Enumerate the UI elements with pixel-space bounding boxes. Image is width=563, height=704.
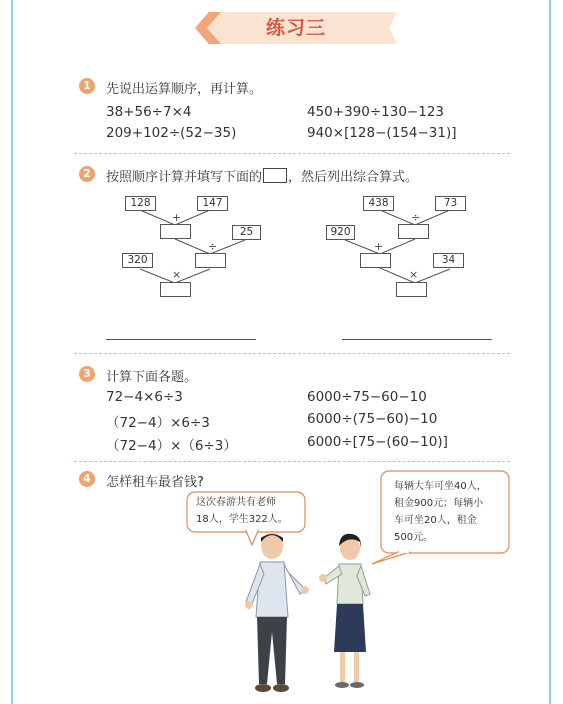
bubble-line: 每辆大车可坐40人， bbox=[394, 481, 487, 492]
question-number-4: 4 bbox=[79, 471, 95, 487]
right-tree-number-3: 920 bbox=[326, 225, 355, 240]
left-tree-number-3: 25 bbox=[232, 225, 261, 240]
bubble-line: 这次春游共有老师 bbox=[196, 497, 276, 508]
left-tree-lines bbox=[120, 195, 280, 305]
q3-expression-5: （72−4）×（6÷3） bbox=[106, 438, 237, 454]
question-number-1: 1 bbox=[79, 78, 95, 94]
right-tree-answer-box-3[interactable] bbox=[396, 282, 427, 297]
bubble-line: 18人，学生322人。 bbox=[196, 514, 288, 525]
question-4-text: 怎样租车最省钱? bbox=[106, 475, 204, 490]
q1-expression-2: 450+390÷130−123 bbox=[307, 104, 445, 120]
left-border bbox=[11, 0, 13, 704]
blank-box-icon bbox=[263, 168, 287, 183]
left-tree-answer-box-3[interactable] bbox=[160, 282, 191, 297]
divider bbox=[74, 153, 510, 154]
title-banner bbox=[195, 12, 397, 44]
q3-expression-2: 6000÷75−60−10 bbox=[307, 389, 427, 405]
right-tree-operator-3: × bbox=[409, 268, 419, 281]
right-tree-operator-1: ÷ bbox=[411, 211, 421, 224]
divider bbox=[74, 461, 510, 462]
question-2-text-b: ，然后列出综合算式。 bbox=[288, 170, 419, 185]
left-tree-operator-2: ÷ bbox=[208, 240, 218, 253]
question-number-3: 3 bbox=[79, 366, 95, 382]
bubble-line: 车可坐20人，租金 bbox=[394, 515, 477, 526]
bubble-line: 租金900元；每辆小 bbox=[394, 498, 484, 509]
answer-line-right[interactable] bbox=[342, 339, 492, 340]
left-tree-number-4: 320 bbox=[122, 253, 153, 268]
left-tree-operator-3: × bbox=[172, 268, 182, 281]
page-title: 练习三 bbox=[265, 17, 326, 39]
q3-expression-6: 6000÷[75−(60−10)] bbox=[307, 434, 448, 450]
q3-expression-3: （72−4）×6÷3 bbox=[106, 415, 210, 431]
right-tree-operator-2: + bbox=[374, 240, 384, 253]
left-tree-number-2: 147 bbox=[197, 196, 228, 211]
right-border bbox=[549, 0, 551, 704]
right-tree-number-1: 438 bbox=[363, 196, 394, 211]
question-3-text: 计算下面各题。 bbox=[106, 370, 198, 385]
right-tree-answer-box-2[interactable] bbox=[360, 253, 391, 268]
teacher-man-illustration bbox=[240, 532, 310, 702]
teacher-woman-illustration bbox=[316, 532, 376, 702]
q3-expression-4: 6000÷(75−60)−10 bbox=[307, 411, 438, 427]
bubble-line: 500元。 bbox=[394, 532, 434, 543]
divider bbox=[74, 353, 510, 354]
right-tree-answer-box-1[interactable] bbox=[398, 224, 429, 239]
left-tree-operator-1: + bbox=[172, 211, 182, 224]
left-tree-number-1: 128 bbox=[125, 196, 156, 211]
left-tree-answer-box-2[interactable] bbox=[195, 253, 226, 268]
right-tree-number-2: 73 bbox=[435, 196, 466, 211]
question-2-text-a: 按照顺序计算并填写下面的 bbox=[106, 170, 263, 185]
q3-expression-1: 72−4×6÷3 bbox=[106, 389, 183, 405]
left-tree-answer-box-1[interactable] bbox=[160, 224, 191, 239]
right-tree-number-4: 34 bbox=[433, 253, 464, 268]
q1-expression-1: 38+56÷7×4 bbox=[106, 104, 192, 120]
question-2-text bbox=[106, 166, 418, 185]
answer-line-left[interactable] bbox=[106, 339, 256, 340]
question-1-text: 先说出运算顺序，再计算。 bbox=[106, 82, 263, 97]
question-number-2: 2 bbox=[79, 166, 95, 182]
q1-expression-4: 940×[128−(154−31)] bbox=[307, 125, 457, 141]
speech-bubble-info bbox=[370, 470, 512, 570]
q1-expression-3: 209+102÷(52−35) bbox=[106, 125, 237, 141]
